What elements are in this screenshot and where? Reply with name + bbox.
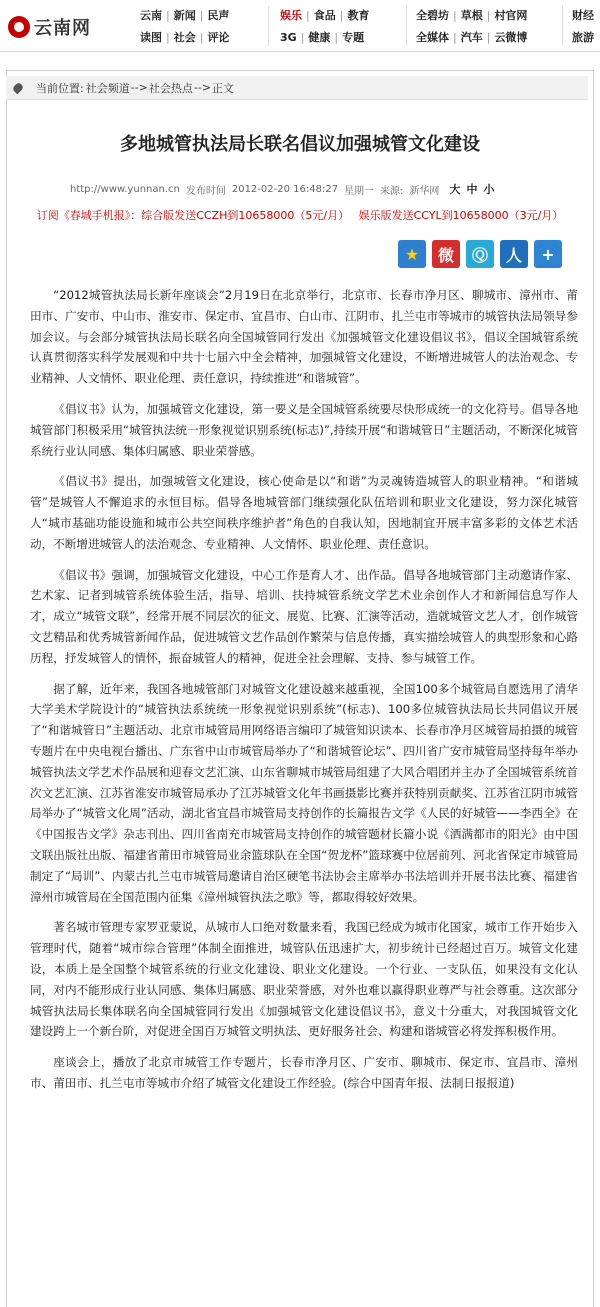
source-name: 新华网 <box>409 185 440 197</box>
nav-education[interactable]: 教育 <box>347 9 370 22</box>
article-title: 多地城管执法局长联名倡议加强城管文化建设 <box>120 134 480 155</box>
share-bar <box>398 240 562 268</box>
tencent-weibo-icon[interactable]: Ⓠ <box>466 240 494 268</box>
nav-travel[interactable]: 旅游 <box>572 31 594 44</box>
breadcrumb-item-current: 正文 <box>212 81 235 95</box>
font-size-medium-button[interactable]: 中 <box>466 183 478 196</box>
nav-quanbifang[interactable]: 全碧坊 <box>416 9 449 22</box>
nav-weibo[interactable]: 云微博 <box>494 31 528 44</box>
nav-group-ent: 娱乐 | 食品 | 教育 3G | 健康 | 专题 <box>280 8 370 44</box>
nav-society[interactable]: 社会 <box>173 31 196 44</box>
location-pin-icon <box>12 81 25 94</box>
renren-icon[interactable]: 人 <box>500 240 528 268</box>
nav-group-media: 全碧坊 | 草根 | 村官网 全媒体 | 汽车 | 云微博 <box>416 8 528 44</box>
article-paragraph: 座谈会上，播放了北京市城管工作专题片，长春市净月区、广安市、聊城市、保定市、宜昌市、漳州市、莆田市、扎兰屯市等城市介绍了城管文化建设工作经验。(综合中国青年报、法制日报报道) <box>30 1055 578 1090</box>
article-paragraph: 《倡议书》提出，加强城管文化建设，核心使命是以“和谐”为灵魂铸造城管人的职业精神。“和谐城管”是城管人不懈追求的永恒目标。倡导各地城管部门继续强化队伍培训和职业文化建设，努力深化城管人“城市基础功能设施和城市公共空间秩序维护者”角色的自我认知，因地制宜开展丰富多彩的文体艺术活动，不断增进城管人的法治观念、专业精神、人文情怀、职业伦理、责任意识。 <box>30 474 578 551</box>
source-label: 来源: <box>380 185 404 197</box>
nav-all-media[interactable]: 全媒体 <box>416 31 449 44</box>
publish-time-label: 发布时间 <box>185 185 226 197</box>
nav-group-finance <box>572 8 594 44</box>
promo-link-general[interactable]: 订阅《春城手机报》：综合版发送CCZH到10658000（5元/月） <box>36 209 350 222</box>
nav-grassroots[interactable]: 草根 <box>460 9 483 22</box>
nav-food[interactable]: 食品 <box>313 9 336 22</box>
article-meta <box>70 181 550 197</box>
nav-auto[interactable]: 汽车 <box>460 31 483 44</box>
logo-mark-icon <box>8 16 30 38</box>
source-url[interactable]: http://www.yunnan.cn <box>70 183 180 195</box>
breadcrumb-item-society[interactable]: 社会频道 <box>85 81 130 95</box>
nav-topics[interactable]: 专题 <box>342 31 365 44</box>
font-size-large-button[interactable]: 大 <box>449 183 461 196</box>
breadcrumb-arrow: --> <box>130 81 148 94</box>
favorite-star-icon[interactable]: ★ <box>398 240 426 268</box>
logo-text: 云南网 <box>34 18 91 39</box>
breadcrumb <box>6 76 588 100</box>
site-header <box>0 0 600 52</box>
article-paragraph: 著名城市管理专家罗亚蒙说，从城市人口绝对数量来看，我国已经成为城市化国家，城市工作开始步入管理时代，随着“城市综合管理”体制全面推进，城管队伍迅速扩大，初步统计已经超过百万。城管文化建设，本质上是全国整个城管系统的行业文化建设、职业文化建设。一个行业、一支队伍，如果没有文化认同，对内不能形成行业认同感、集体归属感、职业荣誉感，对外也难以赢得职业尊严与社会尊重。这次部分城管执法局长集体联名向全国城管同行发出《加强城管文化建设倡议书》，意义十分重大，对我国城管文化建设跨上一个新台阶，对促进全国百万城管文明执法、更好服务社会、构建和谐城管必将发挥积极作用。 <box>30 920 578 1039</box>
nav-group-news: 云南 | 新闻 | 民声 读图 | 社会 | 评论 <box>140 8 230 44</box>
nav-entertainment[interactable]: 娱乐 <box>280 9 302 22</box>
font-size-small-button[interactable]: 小 <box>483 183 495 196</box>
publish-weekday: 星期一 <box>344 185 375 197</box>
nav-news[interactable]: 新闻 <box>173 9 196 22</box>
article-paragraph: “2012城管执法局长新年座谈会”2月19日在北京举行，北京市、长春市净月区、聊城市、漳州市、莆田市、广安市、中山市、淮安市、保定市、宜昌市、白山市、江阴市、扎兰屯市等城市的城管执法局领导参加会议。与会部分城管执法局长联名向全国城管同行发出《加强城管文化建设倡议书》，倡议全国城管系统认真贯彻落实科学发展观和中共十七届六中全会精神，加强城管文化建设，不断增进城管人的法治观念、专业精神、人文情怀、职业伦理、责任意识，持续推进“和谐城管”。 <box>30 288 578 386</box>
nav-comment[interactable]: 评论 <box>207 31 230 44</box>
site-logo[interactable] <box>8 12 91 42</box>
subscription-promo <box>0 207 600 223</box>
sina-weibo-icon[interactable]: 微 <box>432 240 460 268</box>
article-paragraph: 据了解，近年来，我国各地城管部门对城管文化建设越来越重视，全国100多个城管局自愿选用了清华大学美术学院设计的“城管执法系统统一形象视觉识别系统”(标志)、100多位城管执法局长共同倡议开展了“和谐城管日”主题活动、北京市城管局用网络语言编印了城管知识读本、长春市净月区城管局拍摄的城管专题片在中央电视台播出、广东省中山市城管局举办了“和谐城管论坛”、四川省广安市城管局坚持每年举办城管执法文学艺术作品展和迎春文艺汇演、山东省聊城市城管局组建了大风合唱团并主办了全国城管系统首次文艺汇演、江苏省淮安市城管局承办了江苏城管文化年书画摄影比赛并获特别贡献奖、江苏省江阴市城管局举办了“城管文化周”活动，湖北省宜昌市城管局支持创作的长篇报告文学《人民的好城管——李西全》在《中国报告文学》杂志刊出、四川省南充市城管局支持创作的城管题材长篇小说《洒满都市的阳光》由中国文联出版社出版、福建省莆田市城管局业余篮球队在全国“贺龙杯”篮球赛中位居前列、河北省保定市城管局制定了“局训”、内蒙古扎兰屯市城管局邀请自治区硬笔书法协会主席举办书法培训并开展书法比赛、福建省漳州市城管局在全国范围内征集《漳州城管执法之歌》等，都取得较好效果。 <box>30 681 578 904</box>
breadcrumb-item-hot[interactable]: 社会热点 <box>148 81 193 95</box>
nav-yunnan[interactable]: 云南 <box>140 9 162 22</box>
nav-finance[interactable]: 财经 <box>572 9 594 22</box>
article-body <box>30 285 578 1104</box>
breadcrumb-label: 当前位置: <box>36 81 84 95</box>
article-paragraph: 《倡议书》认为，加强城管文化建设，第一要义是全国城管系统要尽快形成统一的文化符号。倡导各地城管部门积极采用“城管执法统一形象视觉识别系统(标志)”,持续开展“和谐城管日”主题活动，不断深化城管系统行业认同感、集体归属感、职业荣誉感。 <box>30 401 578 458</box>
nav-photos[interactable]: 读图 <box>140 31 162 44</box>
share-more-icon[interactable]: + <box>534 240 562 268</box>
nav-village-officials[interactable]: 村官网 <box>494 9 528 22</box>
article-paragraph: 《倡议书》强调，加强城管文化建设，中心工作是育人才、出作品。倡导各地城管部门主动邀请作家、艺术家、记者到城管系统体验生活，指导、培训、扶持城管系统文学艺术业余创作人才和新闻信息写作人才，成立“城管文联”，经常开展不同层次的征文、展览、比赛、汇演等活动，造就城管文艺人才，创作城管文艺精品和优秀城管新闻作品，促进城管文艺作品创作繁荣与信息传播，真实描绘城管人的典型形象和心路历程，抒发城管人的情怀，振奋城管人的精神，促进全社会理解、支持、参与城管工作。 <box>30 567 578 665</box>
nav-health[interactable]: 健康 <box>308 31 331 44</box>
breadcrumb-arrow: --> <box>193 81 212 94</box>
nav-3g[interactable]: 3G <box>280 30 297 44</box>
nav-minsheng[interactable]: 民声 <box>207 9 230 22</box>
promo-link-entertainment[interactable]: 娱乐版发送CCYL到10658000（3元/月） <box>358 209 564 222</box>
publish-datetime: 2012-02-20 16:48:27 <box>231 183 339 195</box>
